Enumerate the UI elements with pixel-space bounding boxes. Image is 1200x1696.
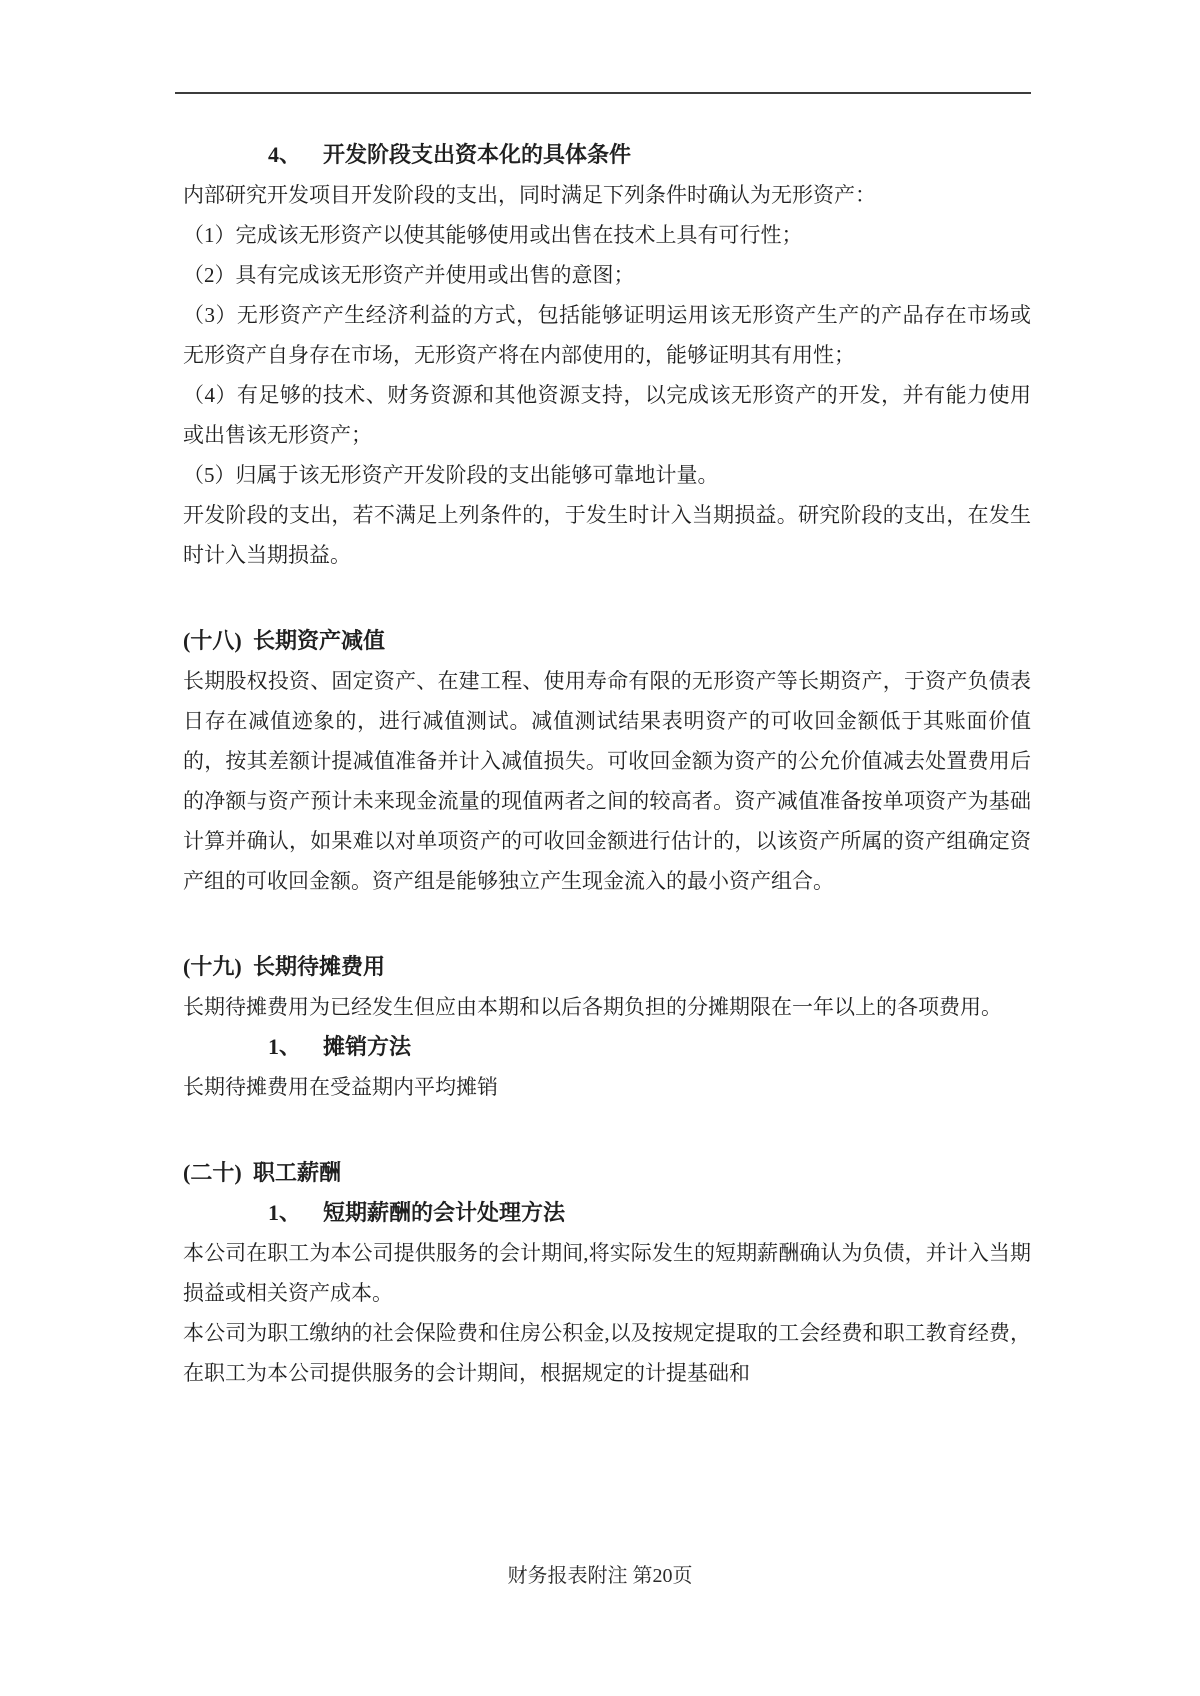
subsection-heading — [268, 1193, 1031, 1233]
subsection-number: 1、 — [268, 1034, 302, 1059]
subsection-title: 短期薪酬的会计处理方法 — [323, 1200, 566, 1225]
condition-item-3: （3）无形资产产生经济利益的方式，包括能够证明运用该无形资产生产的产品存在市场或无形资产自身存在市场，无形资产将在内部使用的，能够证明其有用性； — [183, 303, 1031, 367]
section-heading — [183, 1153, 1031, 1193]
subsection-paragraph-2: 本公司为职工缴纳的社会保险费和住房公积金,以及按规定提取的工会经费和职工教育经费，在职工为本公司提供服务的会计期间，根据规定的计提基础和 — [183, 1321, 1031, 1385]
paragraph-closing: 开发阶段的支出，若不满足上列条件的，于发生时计入当期损益。研究阶段的支出，在发生时计入当期损益。 — [183, 503, 1031, 567]
section-dev-capitalization — [183, 135, 1031, 575]
section-18-long-term-asset-impairment — [183, 621, 1031, 901]
section-label: (十九) — [183, 954, 242, 979]
section-title: 职工薪酬 — [253, 1160, 342, 1185]
section-heading — [183, 947, 1031, 987]
condition-item-2: （2）具有完成该无形资产并使用或出售的意图； — [183, 263, 635, 287]
section-label: (十八) — [183, 628, 242, 653]
section-label: (二十) — [183, 1160, 242, 1185]
subsection-heading — [268, 1027, 1031, 1067]
section-title: 长期待摊费用 — [253, 954, 386, 979]
subsection-title: 摊销方法 — [323, 1034, 412, 1059]
page-content — [183, 135, 1031, 1393]
subsection-body: 长期待摊费用在受益期内平均摊销 — [183, 1075, 498, 1099]
page-footer: 财务报表附注 第20页 — [507, 1565, 693, 1587]
subsection-number: 4、 — [268, 142, 302, 167]
section-20-employee-compensation — [183, 1153, 1031, 1393]
condition-item-5: （5）归属于该无形资产开发阶段的支出能够可靠地计量。 — [183, 463, 719, 487]
section-title: 长期资产减值 — [253, 628, 386, 653]
subsection-number: 1、 — [268, 1200, 302, 1225]
header-rule — [175, 92, 1031, 94]
condition-item-4: （4）有足够的技术、财务资源和其他资源支持，以完成该无形资产的开发，并有能力使用或出售该无形资产； — [183, 383, 1031, 447]
subsection-paragraph-1: 本公司在职工为本公司提供服务的会计期间,将实际发生的短期薪酬确认为负债，并计入当期损益或相关资产成本。 — [183, 1241, 1031, 1305]
subsection-heading — [268, 135, 1031, 175]
section-body: 长期股权投资、固定资产、在建工程、使用寿命有限的无形资产等长期资产，于资产负债表日存在减值迹象的，进行减值测试。减值测试结果表明资产的可收回金额低于其账面价值的，按其差额计提减值准备并计入减值损失。可收回金额为资产的公允价值减去处置费用后的净额与资产预计未来现金流量的现值两者之间的较高者。资产减值准备按单项资产为基础计算并确认，如果难以对单项资产的可收回金额进行估计的，以该资产所属的资产组确定资产组的可收回金额。资产组是能够独立产生现金流入的最小资产组合。 — [183, 669, 1031, 893]
paragraph-intro: 内部研究开发项目开发阶段的支出，同时满足下列条件时确认为无形资产： — [183, 183, 876, 207]
section-body: 长期待摊费用为已经发生但应由本期和以后各期负担的分摊期限在一年以上的各项费用。 — [183, 995, 1002, 1019]
subsection-title: 开发阶段支出资本化的具体条件 — [323, 142, 632, 167]
condition-item-1: （1）完成该无形资产以使其能够使用或出售在技术上具有可行性； — [183, 223, 803, 247]
section-19-long-term-deferred-expenses — [183, 947, 1031, 1107]
section-heading — [183, 621, 1031, 661]
